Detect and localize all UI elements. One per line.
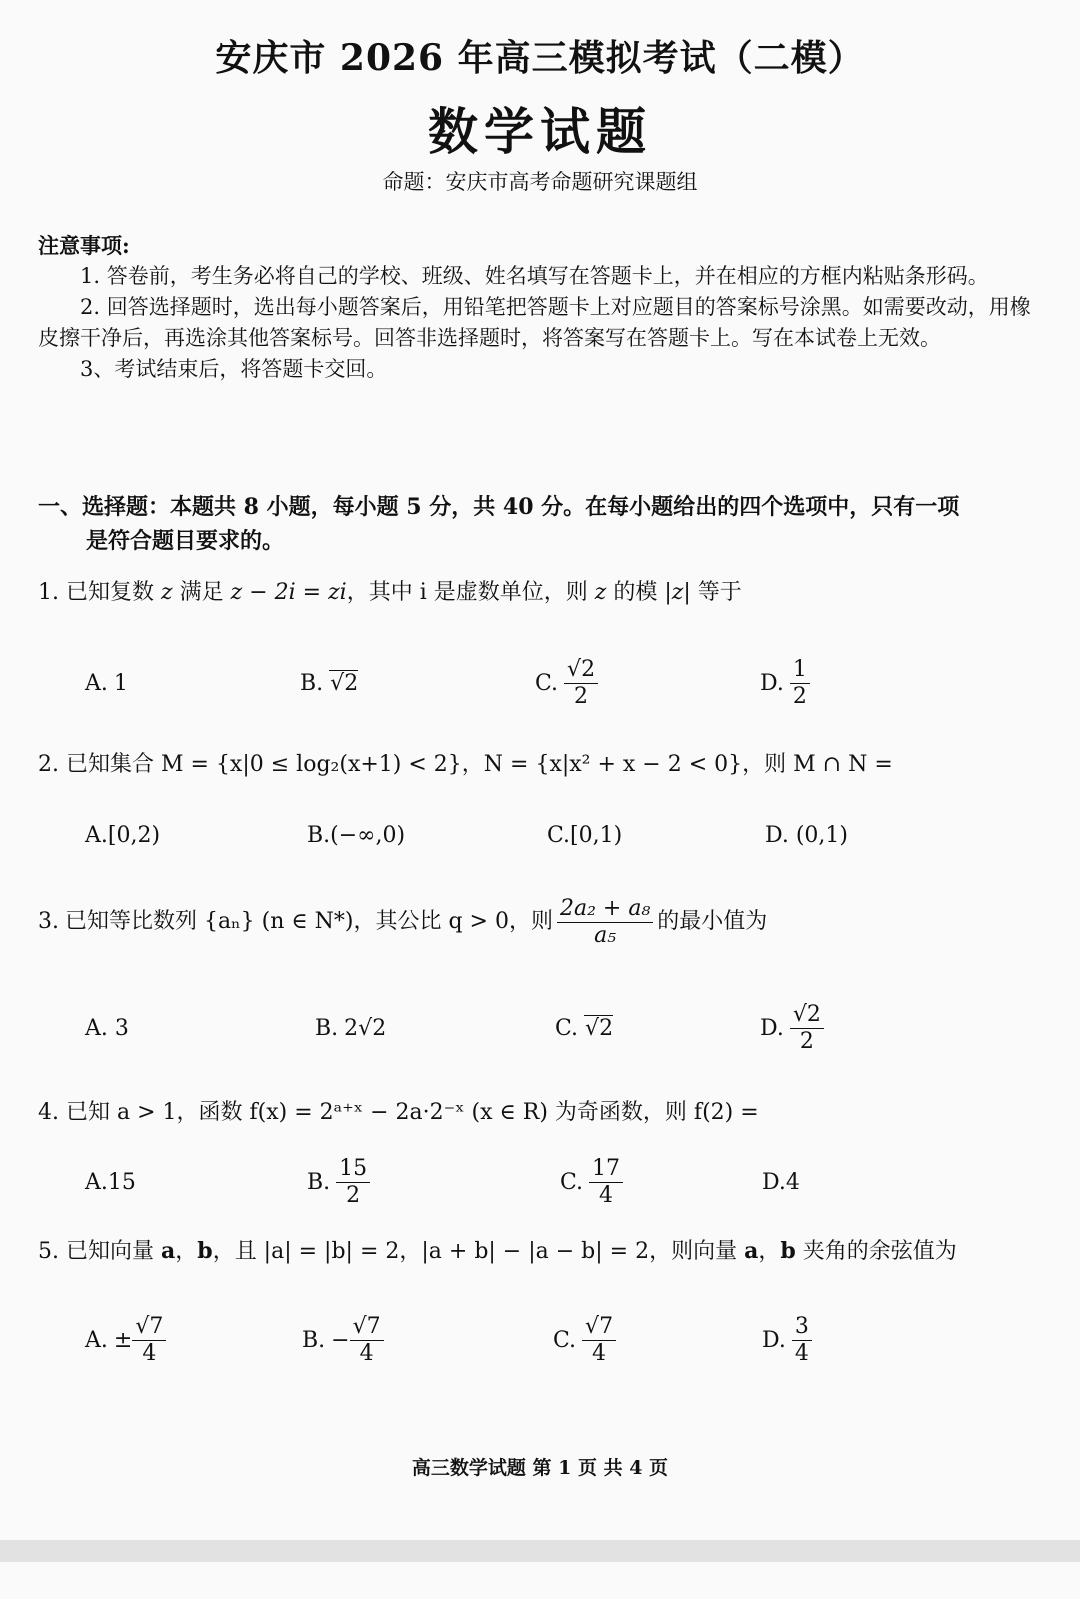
vector-b: b: [197, 1238, 213, 1264]
options-q3: [85, 993, 985, 1063]
fraction: [790, 1002, 824, 1055]
option-b: B.(−∞,0): [307, 822, 406, 848]
option-b: [315, 993, 386, 1063]
denominator: 2: [346, 1182, 361, 1208]
denominator: 4: [592, 1340, 607, 1366]
question-text: 的最小值为: [657, 909, 768, 934]
vector-b: b: [780, 1238, 796, 1264]
numerator: 15: [336, 1156, 370, 1183]
option-b: [300, 648, 358, 718]
options-q2: [85, 800, 985, 870]
denominator: 2: [574, 683, 589, 709]
denominator: 4: [794, 1340, 809, 1366]
option-a: [85, 648, 128, 718]
question-number: 4.: [38, 1100, 59, 1125]
numerator: √7: [582, 1314, 616, 1341]
option-c: [553, 1305, 616, 1375]
separator: ，: [758, 1239, 781, 1264]
notice-item-2: 2. 回答选择题时，选出每小题答案后，用铅笔把答题卡上对应题目的答案标号涂黑。如需要改动，用橡皮擦干净后，再选涂其他答案标号。回答非选择题时，将答案写在答题卡上。写在本试卷上无效。: [38, 295, 1031, 350]
option-label: C.: [535, 670, 559, 696]
option-value: 2√2: [344, 1015, 387, 1041]
option-a: [85, 1305, 166, 1375]
numerator: 17: [589, 1156, 623, 1183]
question-text: 已知复数: [66, 580, 155, 605]
option-value: √2: [330, 671, 359, 696]
options-q4: [85, 1147, 985, 1217]
option-label: B.: [300, 670, 324, 696]
question-2: [38, 750, 893, 780]
vector-a: a: [744, 1238, 759, 1264]
option-sign: ±: [113, 1327, 133, 1353]
option-label: C.: [560, 1169, 584, 1195]
numerator: √7: [350, 1314, 384, 1341]
option-c: [555, 993, 613, 1063]
option-a: A. 3: [85, 1015, 129, 1041]
option-d: [762, 1305, 812, 1375]
denominator: 4: [142, 1340, 157, 1366]
notice-item-3: 3、考试结束后，将答题卡交回。: [80, 357, 388, 381]
fraction: [589, 1156, 623, 1209]
fraction: [350, 1314, 384, 1367]
question-text: 已知集合 M = {x|0 ≤ log₂(x+1) < 2}，N = {x|x² + x − 2 < 0}，则 M ∩ N =: [66, 752, 893, 777]
numerator: 3: [792, 1314, 812, 1341]
option-label: C.: [555, 1015, 579, 1041]
option-label: B.: [315, 1015, 339, 1041]
options-q5: [85, 1305, 985, 1375]
option-d: [760, 648, 810, 718]
denominator: a₅: [594, 922, 617, 948]
fraction: [336, 1156, 370, 1209]
numerator: 2a₂ + a₈: [557, 896, 653, 923]
notice-item-1: 1. 答卷前，考生务必将自己的学校、班级、姓名填写在答题卡上，并在相应的方框内粘贴条形码。: [80, 264, 989, 288]
option-d: D. (0,1): [765, 822, 848, 848]
fraction: [564, 657, 598, 710]
fraction: [582, 1314, 616, 1367]
option-label: D.: [762, 1327, 786, 1353]
question-1: [38, 578, 742, 608]
notice-block: [38, 230, 1038, 385]
question-text: 夹角的余弦值为: [802, 1239, 957, 1264]
exam-title: 安庆市 2026 年高三模拟考试（二模）: [215, 37, 865, 79]
question-text: ，其中 i 是虚数单位，则: [346, 580, 588, 605]
math-equation: z − 2i = zi: [230, 580, 347, 605]
option-d: D.4: [762, 1169, 800, 1195]
denominator: 2: [799, 1028, 814, 1054]
option-a: A.15: [85, 1169, 136, 1195]
question-text: ，且 |a| = |b| = 2，|a + b| − |a − b| = 2，则向量: [212, 1239, 738, 1264]
fraction: [557, 896, 653, 949]
notice-heading: 注意事项:: [38, 233, 130, 258]
numerator: √2: [790, 1002, 824, 1029]
option-label: D.: [760, 670, 784, 696]
question-text: 的模: [613, 580, 658, 605]
numerator: √2: [564, 657, 598, 684]
question-text: 已知等比数列 {aₙ} (n ∈ N*)，其公比 q > 0，则: [65, 909, 553, 934]
section-line-1: 一、选择题：本题共 8 小题，每小题 5 分，共 40 分。在每小题给出的四个选项中，只有一项: [38, 494, 960, 520]
section-line-2: 是符合题目要求的。: [86, 528, 285, 554]
fraction: [790, 657, 810, 710]
question-text: 已知 a > 1，函数 f(x) = 2ᵃ⁺ˣ − 2a·2⁻ˣ (x ∈ R) 为奇函数，则 f(2) =: [66, 1100, 759, 1125]
separator: ，: [175, 1239, 198, 1264]
option-c: [535, 648, 598, 718]
options-q1: [85, 648, 985, 718]
option-value: √2: [585, 1016, 614, 1041]
fraction: [132, 1314, 166, 1367]
option-c: C.[0,1): [547, 822, 623, 848]
option-label: D.: [760, 1015, 784, 1041]
math-var: z: [161, 580, 173, 605]
option-sign: −: [331, 1327, 350, 1353]
option-b: [307, 1147, 370, 1217]
option-label: C.: [553, 1327, 577, 1353]
denominator: 4: [359, 1340, 374, 1366]
question-text: 已知向量: [66, 1239, 155, 1264]
vector-a: a: [161, 1238, 176, 1264]
section-heading: [38, 490, 1038, 558]
author-line: 命题：安庆市高考命题研究课题组: [382, 170, 698, 194]
question-text: 满足: [179, 580, 224, 605]
option-label: B.: [307, 1169, 331, 1195]
question-text: 等于: [697, 580, 742, 605]
question-number: 2.: [38, 752, 59, 777]
question-number: 3.: [38, 909, 59, 934]
denominator: 4: [599, 1182, 614, 1208]
numerator: √7: [132, 1314, 166, 1341]
question-number: 1.: [38, 580, 59, 605]
math-var: z: [594, 580, 607, 605]
question-3: [38, 888, 767, 956]
denominator: 2: [792, 683, 807, 709]
numerator: 1: [790, 657, 810, 684]
fraction: [792, 1314, 812, 1367]
option-d: [760, 993, 824, 1063]
option-a: A.[0,2): [85, 822, 161, 848]
page-footer: 高三数学试题 第 1 页 共 4 页: [411, 1457, 669, 1479]
option-label: A.: [85, 1327, 108, 1353]
option-label: A.: [85, 670, 108, 696]
option-c: [560, 1147, 623, 1217]
question-5: [38, 1236, 957, 1267]
option-value: 1: [113, 670, 128, 696]
math-modulus: |z|: [664, 580, 691, 605]
subject-title: 数学试题: [428, 102, 652, 161]
question-number: 5.: [38, 1239, 59, 1264]
question-4: [38, 1098, 759, 1128]
option-b: [302, 1305, 384, 1375]
option-label: B.: [302, 1327, 326, 1353]
page-gap: [0, 1540, 1080, 1562]
exam-page-2-edge: [0, 1562, 1080, 1599]
